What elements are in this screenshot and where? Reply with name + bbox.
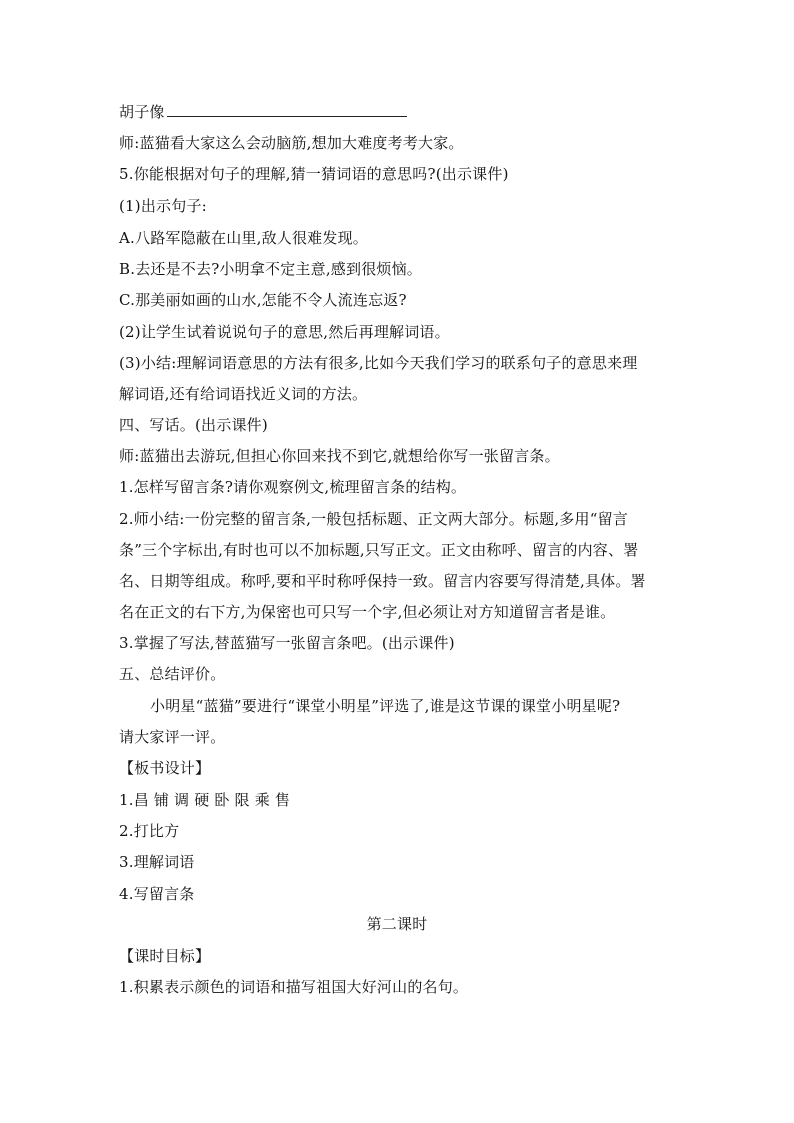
summary-paragraph: 小明星“蓝猫”要进行“课堂小明星”评选了,谁是这节课的课堂小明星呢? <box>150 697 621 715</box>
section-summary-heading: 五、总结评价。 <box>119 665 226 683</box>
sub-step-2: (2)让学生试着说说句子的意思,然后再理解词语。 <box>119 323 450 341</box>
writing-step-2: 2.师小结:一份完整的留言条,一般包括标题、正文两大部分。标题,多用“留言 <box>119 510 628 528</box>
writing-step-2-cont-3: 名在正文的右下方,为保密也可只写一个字,但必须让对方知道留言者是谁。 <box>119 603 616 621</box>
lesson-goals-heading: 【课时目标】 <box>119 947 211 965</box>
fill-in-prompt: 胡子像 <box>119 103 165 121</box>
writing-step-3: 3.掌握了写法,替蓝猫写一张留言条吧。(出示课件) <box>119 634 455 652</box>
teacher-line: 师:蓝猫看大家这么会动脑筋,想加大难度考考大家。 <box>119 134 464 152</box>
second-lesson-title: 第二课时 <box>366 915 428 933</box>
board-item-4: 4.写留言条 <box>119 885 195 903</box>
board-item-2: 2.打比方 <box>119 822 180 840</box>
teacher-line-2: 师:蓝猫出去游玩,但担心你回来找不到它,就想给你写一张留言条。 <box>119 447 560 465</box>
section-writing-heading: 四、写话。(出示课件) <box>119 416 268 434</box>
board-item-3: 3.理解词语 <box>119 853 195 871</box>
summary-paragraph-cont: 请大家评一评。 <box>119 728 226 746</box>
fill-in-line <box>119 102 689 122</box>
sentence-c: C.那美丽如画的山水,怎能不令人流连忘返? <box>119 291 407 309</box>
lesson-goal-1: 1.积累表示颜色的词语和描写祖国大好河山的名句。 <box>119 978 469 996</box>
step-5: 5.你能根据对句子的理解,猜一猜词语的意思吗?(出示课件) <box>119 165 509 183</box>
board-item-1: 1.昌 铺 调 硬 卧 限 乘 售 <box>119 791 291 809</box>
sentence-b: B.去还是不去?小明拿不定主意,感到很烦恼。 <box>119 260 423 278</box>
writing-step-2-cont-1: 条”三个字标出,有时也可以不加标题,只写正文。正文由称呼、留言的内容、署 <box>119 541 639 559</box>
sub-step-3: (3)小结:理解词语意思的方法有很多,比如今天我们学习的联系句子的意思来理 <box>119 354 638 372</box>
writing-step-2-cont-2: 名、日期等组成。称呼,要和平时称呼保持一致。留言内容要写得清楚,具体。署 <box>119 572 646 590</box>
sub-step-1: (1)出示句子: <box>119 197 207 215</box>
sub-step-3-cont: 解词语,还有给词语找近义词的方法。 <box>119 385 368 403</box>
answer-blank <box>167 102 407 117</box>
writing-step-1: 1.怎样写留言条?请你观察例文,梳理留言条的结构。 <box>119 478 467 496</box>
sentence-a: A.八路军隐蔽在山里,敌人很难发现。 <box>119 229 368 247</box>
board-design-heading: 【板书设计】 <box>119 759 211 777</box>
